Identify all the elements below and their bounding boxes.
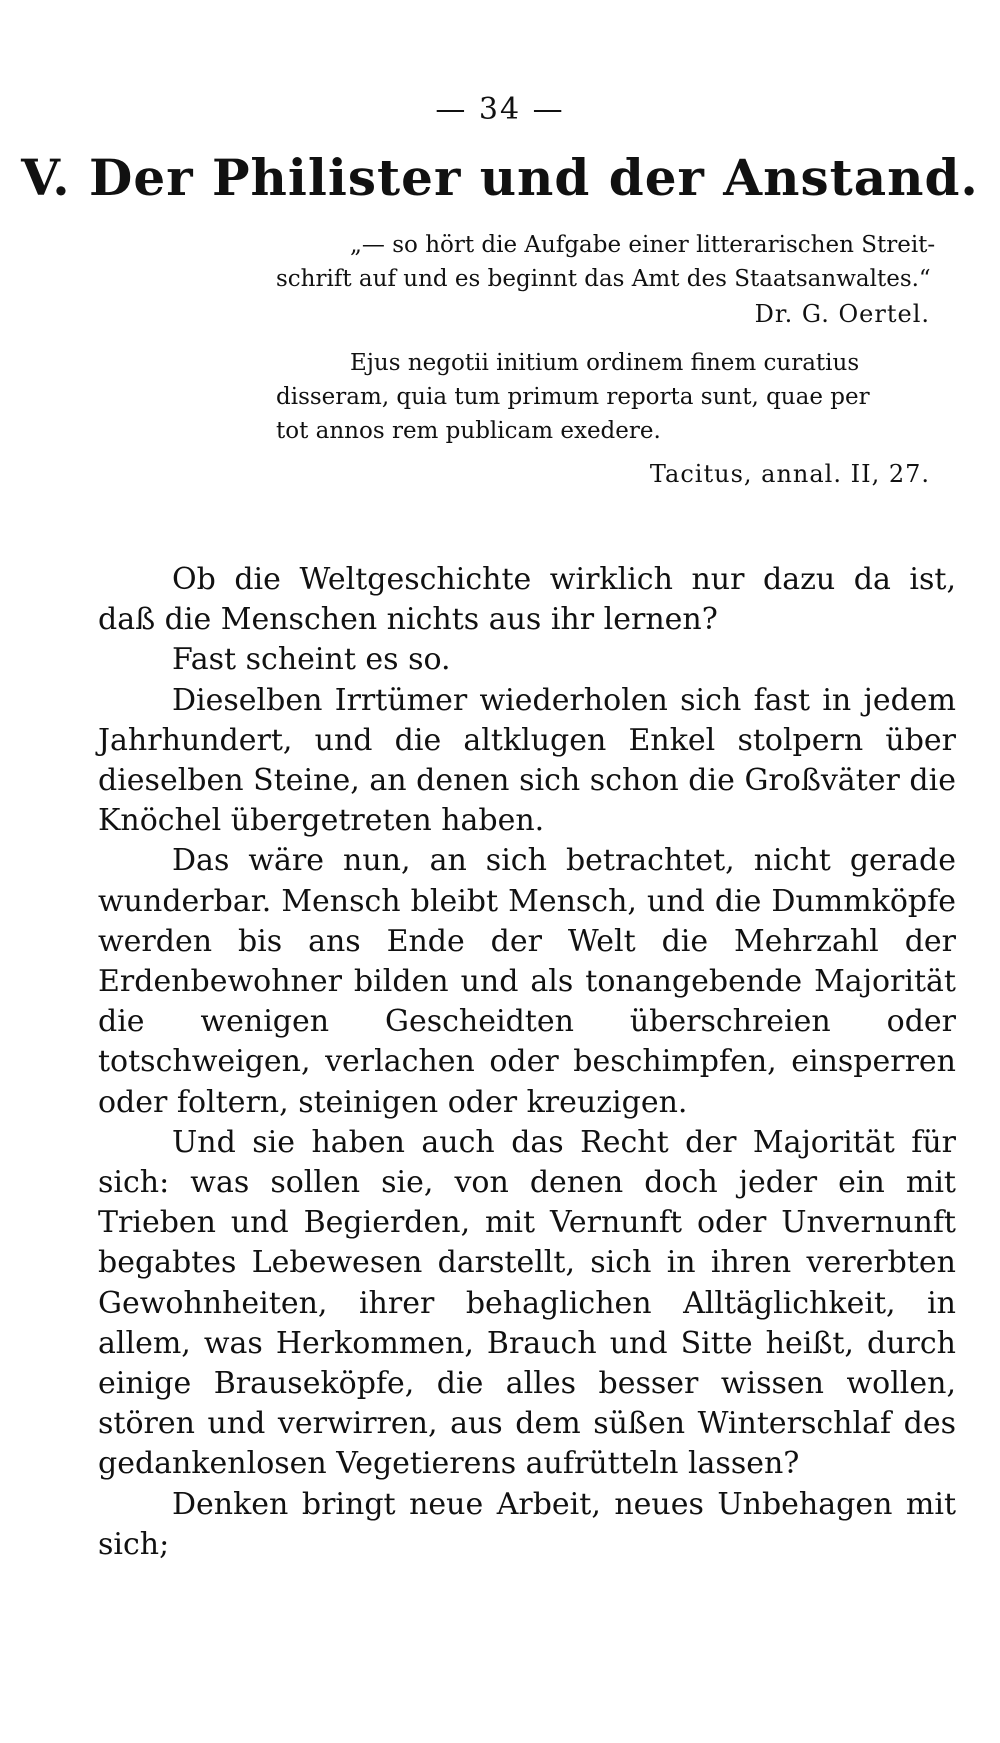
body-text xyxy=(98,560,956,1565)
paragraph-2 xyxy=(98,640,956,680)
motto-german-author: Dr. G. Oertel. xyxy=(754,300,930,328)
motto-latin-line-2: disseram, quia tum primum reporta sunt, quae per xyxy=(276,384,870,410)
paragraph-1-text: Ob die Weltgeschichte wirklich nur dazu da ist, daß die Menschen nichts aus ihr lernen? xyxy=(98,562,956,638)
chapter-title: V. Der Philister und der Anstand. xyxy=(21,148,979,207)
motto-latin-author: Tacitus, annal. II, 27. xyxy=(649,460,930,488)
motto-german-line-2: schrift auf und es beginnt das Amt des Staatsanwaltes.“ xyxy=(276,266,931,292)
paragraph-6-text: Denken bringt neue Arbeit, neues Unbehagen mit sich; xyxy=(98,1486,956,1562)
motto-german xyxy=(276,228,952,296)
paragraph-3 xyxy=(98,681,956,842)
motto-german-line-1: „— so hört die Aufgabe einer litterarischen Streit- xyxy=(350,232,936,258)
paragraph-5 xyxy=(98,1123,956,1485)
motto-latin-line-1: Ejus negotii initium ordinem finem curatius xyxy=(350,350,860,376)
paragraph-5-text: Und sie haben auch das Recht der Majorität für sich: was sollen sie, von denen doch jeder ein mit Trieben und Begierden, mit Vernunft oder Unvernunft begabtes Lebewesen darstellt, sich in ihren vererbten Gewohnheiten, ihrer behaglichen Alltäglichkeit, in allem, was Herkommen, Brauch und Sitte heißt, durch einige Brauseköpfe, die alles besser wissen wollen, stören und verwirren, aus dem süßen Winterschlaf des gedankenlosen Vegetierens aufrütteln lassen? xyxy=(98,1124,956,1482)
paragraph-1 xyxy=(98,560,956,640)
paragraph-4-text: Das wäre nun, an sich betrachtet, nicht gerade wunderbar. Mensch bleibt Mensch, und die Dummköpfe werden bis ans Ende der Welt die Mehrzahl der Erdenbewohner bilden und als tonangebende Majorität die wenigen Gescheidten überschreien oder totschweigen, verlachen oder beschimpfen, einsperren oder foltern, steinigen oder kreuzigen. xyxy=(98,843,956,1120)
motto-latin-line-3: tot annos rem publicam exedere. xyxy=(276,418,661,444)
page-number: — 34 — xyxy=(435,92,565,127)
motto-latin xyxy=(276,346,952,448)
paragraph-4 xyxy=(98,841,956,1122)
paragraph-6 xyxy=(98,1485,956,1565)
paragraph-3-text: Dieselben Irrtümer wiederholen sich fast in jedem Jahrhundert, und die altklugen Enkel stolpern über dieselben Steine, an denen sich schon die Großväter die Knöchel übergetreten haben. xyxy=(98,682,956,839)
paragraph-2-text: Fast scheint es so. xyxy=(172,642,451,678)
